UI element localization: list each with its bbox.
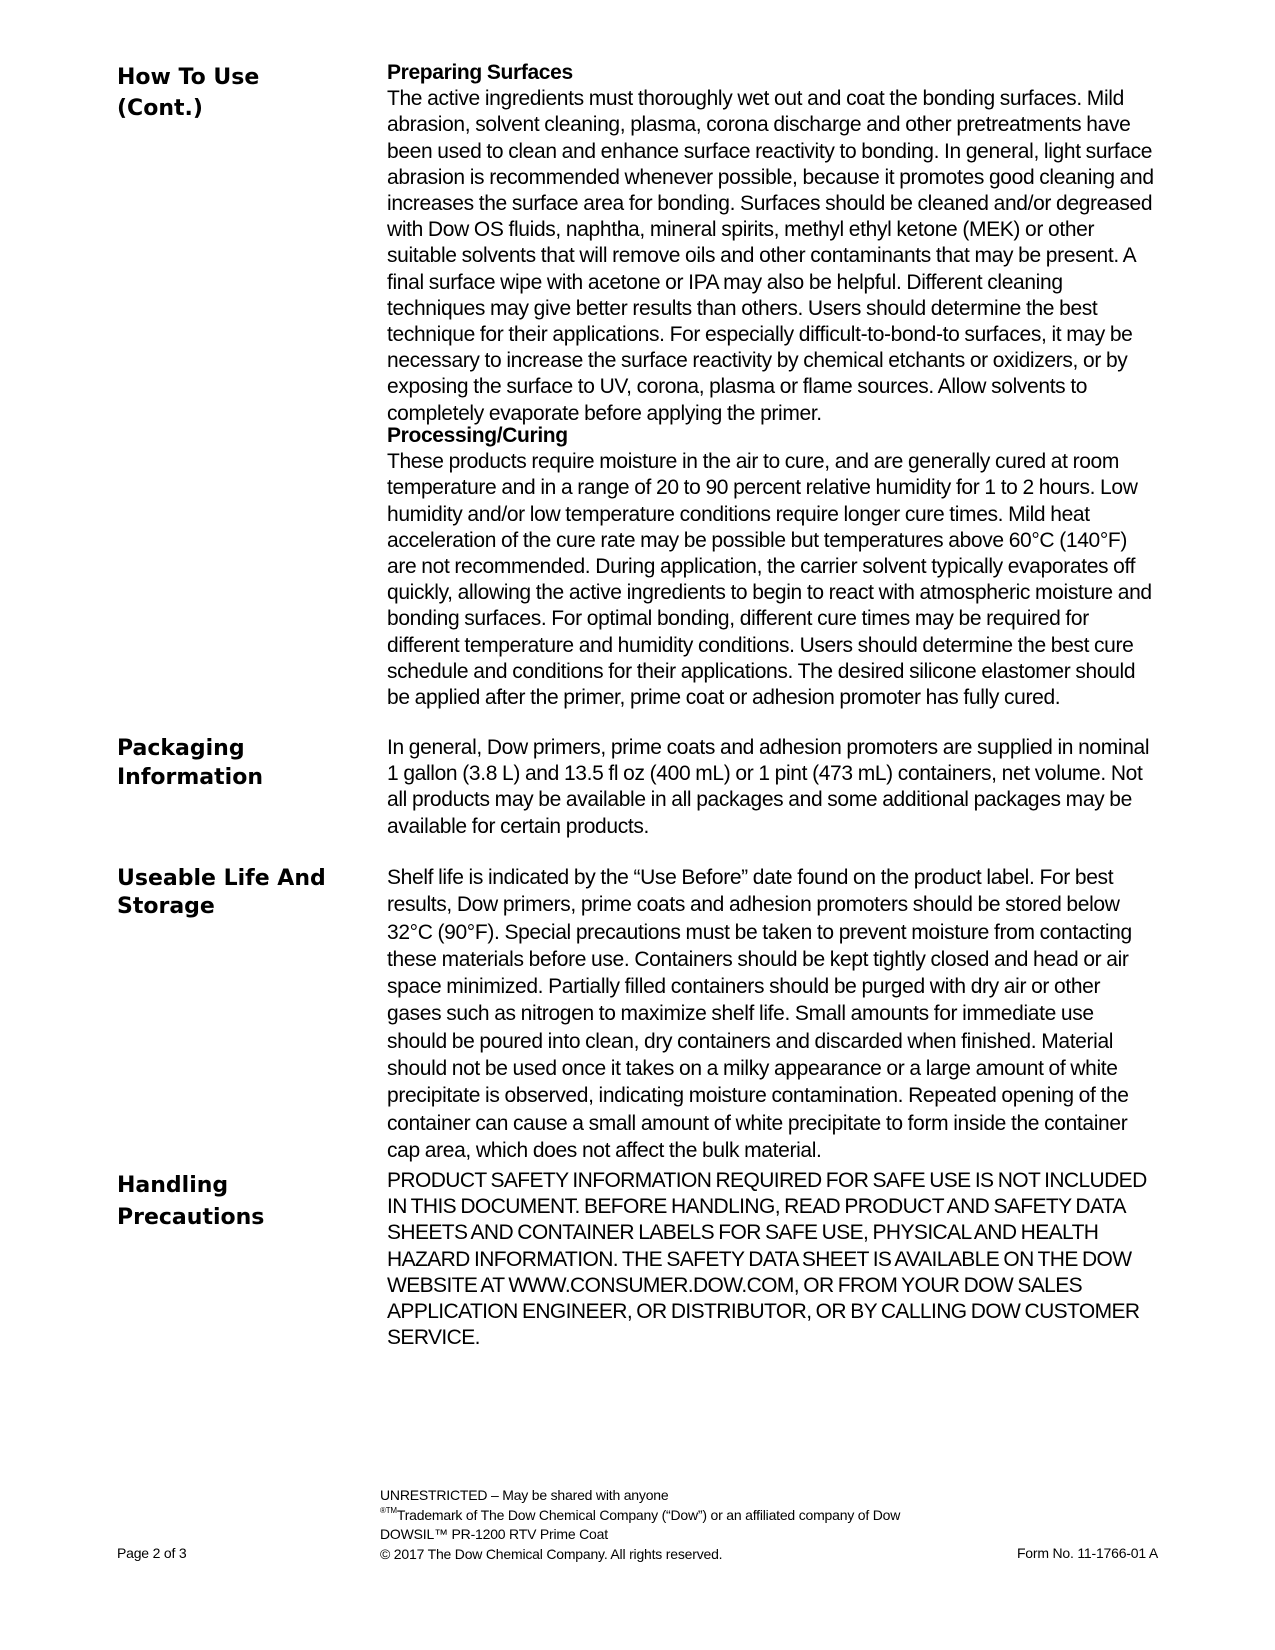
unrestricted-notice: UNRESTRICTED – May be shared with anyone [380, 1487, 669, 1503]
heading-line: How To Use [117, 65, 260, 90]
preparing-surfaces-block [387, 60, 1157, 427]
packaging-block [387, 735, 1157, 840]
useable-life-text: Shelf life is indicated by the “Use Before” date found on the product label. For best results, Dow primers, prime coats and adhesion promoters should be stored below 32°C (90°F). Special precautions must be taken to prevent moisture from contacting these materials before use. Containers should be kept tightly closed and head or air space minimized. Partially filled containers should be purged with dry air or other gases such as nitrogen to maximize shelf life. Small amounts for immediate use should be poured into clean, dry containers and discarded when finished. Material should not be used once it takes on a milky appearance or a large amount of white precipitate is observed, indicating moisture contamination. Repeated opening of the container can cause a small amount of white precipitate to form inside the container cap area, which does not affect the bulk material. [387, 866, 1132, 1162]
preparing-surfaces-text: The active ingredients must thoroughly wet out and coat the bonding surfaces. Mild abrasion, solvent cleaning, plasma, corona discharge and other pretreatments have been used to clean and enhance surface reactivity to bonding. In general, light surface abrasion is recommended whenever possible, because it promotes good cleaning and increases the surface area for bonding. Surfaces should be cleaned and/or degreased with Dow OS fluids, naphtha, mineral spirits, methyl ethyl ketone (MEK) or other suitable solvents that will remove oils and other contaminants that may be present. A final surface wipe with acetone or IPA may also be helpful. Different cleaning techniques may give better results than others. Users should determine the best technique for their applications. For especially difficult-to-bond-to surfaces, it may be necessary to increase the surface reactivity by chemical etchants or oxidizers, or by exposing the surface to UV, corona, plasma or flame sources. Allow solvents to completely evaporate before applying the primer. [387, 87, 1154, 425]
product-name: DOWSIL™ PR-1200 RTV Prime Coat [380, 1526, 608, 1542]
trademark-text: Trademark of The Dow Chemical Company (“Dow”) or an affiliated company of Dow [396, 1506, 901, 1523]
processing-curing-text: These products require moisture in the air to cure, and are generally cured at room temperature and in a range of 20 to 90 percent relative humidity for 1 to 2 hours. Low humidity and/or low temperature conditions require longer cure times. Mild heat acceleration of the cure rate may be possible but temperatures above 60°C (140°F) are not recommended. During application, the carrier solvent typically evaporates off quickly, allowing the active ingredients to begin to react with atmospheric moisture and bonding surfaces. For optimal bonding, different cure times may be required for different temperature and humidity conditions. Users should determine the best cure schedule and conditions for their applications. The desired silicone elastomer should be applied after the primer, prime coat or adhesion promoter has fully cured. [387, 450, 1152, 710]
heading-line: Handling [117, 1173, 229, 1198]
trademark-notice [380, 1506, 980, 1526]
form-number: Form No. 11-1766-01 A [1016, 1545, 1158, 1561]
section-heading-packaging [117, 734, 357, 792]
handling-text: PRODUCT SAFETY INFORMATION REQUIRED FOR SAFE USE IS NOT INCLUDED IN THIS DOCUMENT. BEFORE HANDLING, READ PRODUCT AND SAFETY DATA SHEETS AND CONTAINER LABELS FOR SAFE USE, PHYSICAL AND HEALTH HAZARD INFORMATION. THE SAFETY DATA SHEET IS AVAILABLE ON THE DOW WEBSITE AT WWW.CONSUMER.DOW.COM, OR FROM YOUR DOW SALES APPLICATION ENGINEER, OR DISTRIBUTOR, OR BY CALLING DOW CUSTOMER SERVICE. [387, 1169, 1147, 1350]
heading-line: (Cont.) [117, 96, 203, 121]
heading-line: Storage [117, 894, 215, 919]
trademark-symbol: ®TM [380, 1505, 397, 1515]
useable-life-block [387, 864, 1157, 1164]
subsection-title-processing-curing: Processing/Curing [387, 424, 568, 447]
footer-notice [380, 1486, 980, 1564]
heading-line: Precautions [117, 1205, 265, 1230]
subsection-title-preparing-surfaces: Preparing Surfaces [387, 61, 573, 84]
page-number: Page 2 of 3 [117, 1545, 187, 1561]
processing-curing-block [387, 423, 1157, 711]
handling-block [387, 1168, 1157, 1351]
section-heading-how-to-use [117, 62, 357, 124]
section-heading-useable-life [117, 865, 357, 921]
packaging-text: In general, Dow primers, prime coats and adhesion promoters are supplied in nominal 1 gallon (3.8 L) and 13.5 fl oz (400 mL) or 1 pint (473 mL) containers, net volume. Not all products may be available in all packages and some additional packages may be available for certain products. [387, 736, 1150, 838]
copyright: © 2017 The Dow Chemical Company. All rights reserved. [380, 1545, 723, 1562]
heading-line: Useable Life And [117, 866, 326, 891]
heading-line: Information [117, 765, 263, 790]
heading-line: Packaging [117, 736, 245, 761]
section-heading-handling [117, 1170, 357, 1234]
